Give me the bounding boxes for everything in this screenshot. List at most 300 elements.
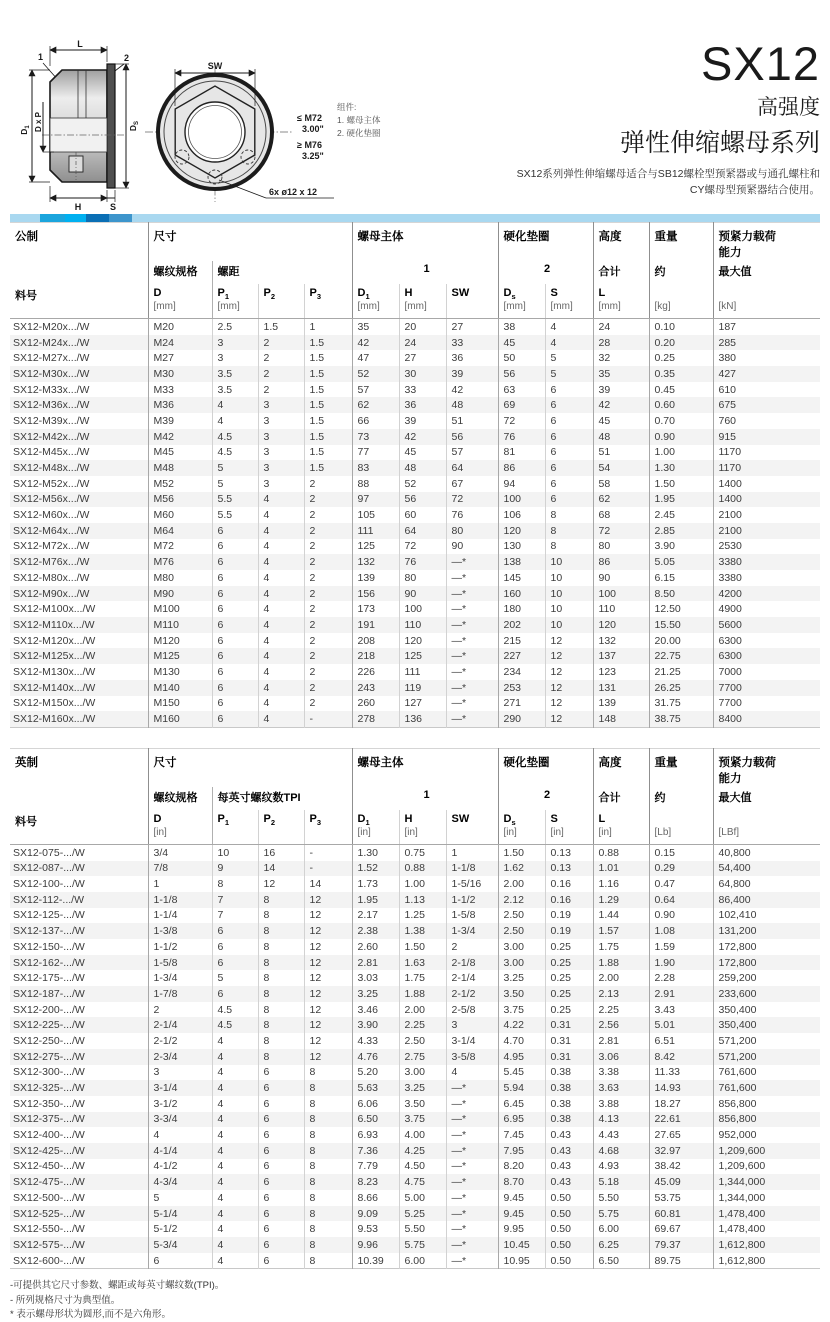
- cell: 4.22: [498, 1017, 545, 1033]
- cell: 72: [593, 523, 649, 539]
- cell: 1: [446, 844, 498, 860]
- cell: 10: [545, 554, 593, 570]
- cell: 127: [399, 696, 446, 712]
- cell: 1.5: [304, 397, 352, 413]
- cell: 0.64: [649, 892, 713, 908]
- table-row: [10, 986, 820, 1002]
- cell: —*: [446, 648, 498, 664]
- cell: 1.62: [498, 861, 545, 877]
- cell: 4: [212, 1127, 258, 1143]
- cell: 1-1/4: [148, 908, 212, 924]
- cell: 4.95: [498, 1049, 545, 1065]
- cell: 6: [212, 680, 258, 696]
- cell: 12: [258, 876, 304, 892]
- cell: 3380: [713, 554, 820, 570]
- cell: 16: [258, 844, 304, 860]
- description-line-1: SX12系列弹性伸缩螺母适合与SB12螺栓型预紧器或与通孔螺柱和: [516, 167, 820, 180]
- cell: 60: [399, 507, 446, 523]
- cell: 54: [593, 460, 649, 476]
- cell: M60: [148, 507, 212, 523]
- cell: 0.50: [545, 1190, 593, 1206]
- metric-group-nut-body: 螺母主体: [352, 223, 498, 262]
- cell: 4-1/2: [148, 1159, 212, 1175]
- cell: 6: [212, 633, 258, 649]
- cell: -: [304, 711, 352, 727]
- cell: 86: [498, 460, 545, 476]
- cell: 0.88: [593, 844, 649, 860]
- cell: 172,800: [713, 939, 820, 955]
- cell: M76: [148, 554, 212, 570]
- cell: 1,344,000: [713, 1174, 820, 1190]
- cell: 8: [304, 1253, 352, 1269]
- cell: 1170: [713, 445, 820, 461]
- cell: 156: [352, 586, 399, 602]
- metric-group-load: 预紧力载荷 能力: [713, 223, 820, 262]
- cell: 6.00: [593, 1221, 649, 1237]
- cell: SX12-M56x.../W: [13, 493, 90, 506]
- footnote-1: -可提供其它尺寸参数、螺距或每英寸螺纹数(TPI)。: [10, 1280, 225, 1292]
- dim-H-label: H: [74, 202, 82, 212]
- cell: 4: [212, 1190, 258, 1206]
- cell: 45: [498, 335, 545, 351]
- cell: 3.90: [649, 539, 713, 555]
- table-row: [10, 633, 820, 649]
- cell: SX12-125-.../W: [13, 909, 85, 922]
- cell: 54,400: [713, 861, 820, 877]
- metric-col-kN: [kN]: [713, 284, 820, 319]
- cell: 3/4: [148, 844, 212, 860]
- cell: 761,600: [713, 1080, 820, 1096]
- cell: 8: [304, 1112, 352, 1128]
- cell: 260: [352, 696, 399, 712]
- imperial-sub-max: 最大值: [713, 787, 820, 810]
- cell: 1.50: [649, 476, 713, 492]
- cell: —*: [446, 680, 498, 696]
- cell: 1,209,600: [713, 1143, 820, 1159]
- cell: —*: [446, 664, 498, 680]
- cell: 208: [352, 633, 399, 649]
- cell: 64,800: [713, 876, 820, 892]
- cell: SX12-M120x.../W: [13, 634, 96, 647]
- cell: —*: [446, 554, 498, 570]
- cell: 1,209,600: [713, 1159, 820, 1175]
- table-row: [10, 908, 820, 924]
- cell: 5: [545, 350, 593, 366]
- cell: SX12-150-.../W: [13, 940, 85, 953]
- cell: 2-1/4: [148, 1017, 212, 1033]
- cell: 4: [212, 1174, 258, 1190]
- cell: 6: [258, 1143, 304, 1159]
- metric-col-kg: [kg]: [649, 284, 713, 319]
- metric-region-label: 公制: [15, 231, 38, 243]
- cell: 2.60: [352, 939, 399, 955]
- cell: 12: [545, 633, 593, 649]
- cell: 1.16: [593, 876, 649, 892]
- cell: 0.31: [545, 1033, 593, 1049]
- imperial-col-lb: [Lb]: [649, 810, 713, 845]
- cell: 8: [258, 892, 304, 908]
- cell: 3.50: [399, 1096, 446, 1112]
- footnotes: [10, 1279, 820, 1322]
- cell: 3.43: [649, 1002, 713, 1018]
- cell: 51: [446, 413, 498, 429]
- cell: 1.88: [593, 955, 649, 971]
- cell: 1.63: [399, 955, 446, 971]
- cell: 2.81: [593, 1033, 649, 1049]
- cell: 102,410: [713, 908, 820, 924]
- cell: 0.43: [545, 1159, 593, 1175]
- cell: 80: [446, 523, 498, 539]
- cell: 2.28: [649, 970, 713, 986]
- cell: 21.25: [649, 664, 713, 680]
- cell: 2.00: [399, 1002, 446, 1018]
- table-row: [10, 335, 820, 351]
- cell: 3.25: [399, 1080, 446, 1096]
- cell: 36: [446, 350, 498, 366]
- cell: 26.25: [649, 680, 713, 696]
- cell: 2: [304, 633, 352, 649]
- cell: 6: [545, 476, 593, 492]
- cell: 3.63: [593, 1080, 649, 1096]
- cell: 1.5: [304, 350, 352, 366]
- imperial-group-washer: 硬化垫圈: [498, 748, 593, 787]
- cell: 4.93: [593, 1159, 649, 1175]
- cell: 12: [304, 1049, 352, 1065]
- cell: 187: [713, 319, 820, 335]
- cell: 132: [352, 554, 399, 570]
- imperial-group-weight: 重量: [649, 748, 713, 787]
- cell: 0.47: [649, 876, 713, 892]
- cell: 48: [446, 397, 498, 413]
- cell: 125: [399, 648, 446, 664]
- cell: SX12-162-.../W: [13, 956, 85, 969]
- page-title: SX12: [701, 37, 820, 90]
- cell: 2: [304, 523, 352, 539]
- cell: 45: [399, 445, 446, 461]
- cell: 58: [593, 476, 649, 492]
- cell: 6.93: [352, 1127, 399, 1143]
- cell: 0.90: [649, 429, 713, 445]
- cell: 62: [352, 397, 399, 413]
- cell: 125: [352, 539, 399, 555]
- metric-group-height: 高度: [593, 223, 649, 262]
- cell: —*: [446, 1112, 498, 1128]
- cell: 22.61: [649, 1112, 713, 1128]
- cell: SX12-M125x.../W: [13, 650, 96, 663]
- nut-cross-section-diagram: [14, 40, 144, 217]
- cell: 139: [593, 696, 649, 712]
- cell: 4.00: [399, 1127, 446, 1143]
- cell: 12: [304, 923, 352, 939]
- cell: 0.10: [649, 319, 713, 335]
- cell: 5600: [713, 617, 820, 633]
- cell: 3380: [713, 570, 820, 586]
- cell: SX12-M39x.../W: [13, 414, 90, 427]
- cell: SX12-400-.../W: [13, 1129, 85, 1142]
- cell: SX12-575-.../W: [13, 1238, 85, 1251]
- cell: 4: [212, 1253, 258, 1269]
- cell: SX12-M30x.../W: [13, 367, 90, 380]
- cell: 64: [399, 523, 446, 539]
- cell: 10.39: [352, 1253, 399, 1269]
- component-legend: [337, 101, 380, 141]
- cell: 1400: [713, 476, 820, 492]
- cell: 7.36: [352, 1143, 399, 1159]
- cell: 72: [446, 492, 498, 508]
- metric-group-size: 尺寸: [148, 223, 352, 262]
- cell: 131: [593, 680, 649, 696]
- table-row: [10, 570, 820, 586]
- cell: M36: [148, 397, 212, 413]
- cell: 42: [593, 397, 649, 413]
- cell: 28: [593, 335, 649, 351]
- cell: 12: [545, 696, 593, 712]
- cell: 14: [258, 861, 304, 877]
- cell: 0.90: [649, 908, 713, 924]
- table-row: [10, 617, 820, 633]
- cell: 0.50: [545, 1237, 593, 1253]
- table-row: [10, 696, 820, 712]
- table-row: [10, 680, 820, 696]
- cell: 5.01: [649, 1017, 713, 1033]
- cell: SX12-375-.../W: [13, 1113, 85, 1126]
- cell: 10: [545, 570, 593, 586]
- cell: 42: [352, 335, 399, 351]
- cell: M120: [148, 633, 212, 649]
- cell: 94: [498, 476, 545, 492]
- cell: 571,200: [713, 1049, 820, 1065]
- cell: 8: [304, 1190, 352, 1206]
- table-row: [10, 648, 820, 664]
- cell: 8: [304, 1174, 352, 1190]
- cell: 9.45: [498, 1206, 545, 1222]
- cell: 1.13: [399, 892, 446, 908]
- cell: 35: [593, 366, 649, 382]
- cell: 6300: [713, 648, 820, 664]
- cell: 952,000: [713, 1127, 820, 1143]
- cell: 10: [545, 601, 593, 617]
- dim-S-label: S: [109, 202, 117, 212]
- cell: 234: [498, 664, 545, 680]
- table-row: [10, 523, 820, 539]
- cell: 8.20: [498, 1159, 545, 1175]
- cell: SX12-M72x.../W: [13, 540, 90, 553]
- dim-DS-label: $D_S$: [128, 120, 140, 132]
- cell: M100: [148, 601, 212, 617]
- metric-col-P2: $P_2$: [258, 284, 304, 319]
- cell: 4.5: [212, 1017, 258, 1033]
- imperial-table: [10, 748, 820, 1270]
- cell: 7700: [713, 696, 820, 712]
- cell: 6: [212, 586, 258, 602]
- cell: 761,600: [713, 1065, 820, 1081]
- cell: 3.25: [498, 970, 545, 986]
- cell: 120: [498, 523, 545, 539]
- cell: 3.38: [593, 1065, 649, 1081]
- cell: 4: [446, 1065, 498, 1081]
- table-row: [10, 1190, 820, 1206]
- cell: 7: [212, 908, 258, 924]
- cell: 1.08: [649, 923, 713, 939]
- cell: M52: [148, 476, 212, 492]
- cell: 60.81: [649, 1206, 713, 1222]
- cell: 6: [258, 1253, 304, 1269]
- cell: 4: [212, 1080, 258, 1096]
- cell: 31.75: [649, 696, 713, 712]
- table-row: [10, 861, 820, 877]
- cell: 6.00: [399, 1253, 446, 1269]
- cell: 3: [148, 1065, 212, 1081]
- cell: 4: [212, 413, 258, 429]
- cell: 52: [399, 476, 446, 492]
- cell: 1400: [713, 492, 820, 508]
- cell: 1.30: [649, 460, 713, 476]
- cell: 1-7/8: [148, 986, 212, 1002]
- cell: 6: [258, 1174, 304, 1190]
- cell: 0.29: [649, 861, 713, 877]
- cell: SX12-M24x.../W: [13, 336, 90, 349]
- cell: 6: [545, 413, 593, 429]
- table-row: [10, 1159, 820, 1175]
- cell: 6.95: [498, 1112, 545, 1128]
- cell: SX12-100-.../W: [13, 878, 85, 891]
- cell: 3-1/4: [148, 1080, 212, 1096]
- holes-callout-label: 6x ø12 x 12: [269, 187, 318, 197]
- cell: 6: [212, 617, 258, 633]
- cell: 12.50: [649, 601, 713, 617]
- cell: 0.25: [649, 350, 713, 366]
- cell: 218: [352, 648, 399, 664]
- cell: 3-1/4: [446, 1033, 498, 1049]
- table-row: [10, 711, 820, 727]
- cell: 5.25: [399, 1206, 446, 1222]
- cell: 3.00: [498, 939, 545, 955]
- metric-sub-thread-spec: 螺纹规格: [148, 261, 212, 284]
- cell: SX12-200-.../W: [13, 1003, 85, 1016]
- metric-group-weight: 重量: [649, 223, 713, 262]
- cell: 72: [498, 413, 545, 429]
- cell: SX12-M48x.../W: [13, 462, 90, 475]
- imperial-col-lbf: [LBf]: [713, 810, 820, 845]
- cell: 10.95: [498, 1253, 545, 1269]
- cell: 50: [498, 350, 545, 366]
- cell: 1-1/2: [148, 939, 212, 955]
- cell: 6: [545, 382, 593, 398]
- page-subtitle-strength: 高强度: [757, 95, 820, 119]
- cell: 6: [212, 939, 258, 955]
- cell: 0.43: [545, 1127, 593, 1143]
- cell: 2.50: [399, 1033, 446, 1049]
- cell: 72: [399, 539, 446, 555]
- cell: 15.50: [649, 617, 713, 633]
- cell: 8: [304, 1065, 352, 1081]
- cell: 4: [258, 696, 304, 712]
- cell: 6: [258, 1159, 304, 1175]
- metric-group-washer: 硬化垫圈: [498, 223, 593, 262]
- cell: —*: [446, 711, 498, 727]
- cell: 97: [352, 492, 399, 508]
- cell: 3: [258, 476, 304, 492]
- table-row: [10, 413, 820, 429]
- cell: 675: [713, 397, 820, 413]
- cell: SX12-300-.../W: [13, 1066, 85, 1079]
- cell: —*: [446, 1127, 498, 1143]
- cell: SX12-112-.../W: [13, 893, 84, 906]
- cell: 1.59: [649, 939, 713, 955]
- cell: 2.13: [593, 986, 649, 1002]
- cell: 1.52: [352, 861, 399, 877]
- cell: 53.75: [649, 1190, 713, 1206]
- cell: 119: [399, 680, 446, 696]
- cell: 1.88: [399, 986, 446, 1002]
- table-row: [10, 1096, 820, 1112]
- cell: 90: [399, 586, 446, 602]
- table-row: [10, 664, 820, 680]
- metric-col-P3: $P_3$: [304, 284, 352, 319]
- cell: 6.06: [352, 1096, 399, 1112]
- cell: 571,200: [713, 1033, 820, 1049]
- nut-front-view-diagram: [140, 40, 340, 217]
- cell: 2: [304, 648, 352, 664]
- cell: 20.00: [649, 633, 713, 649]
- imperial-col-P2: $P_2$: [258, 810, 304, 845]
- metric-col-P1: $P_1$ [mm]: [212, 284, 258, 319]
- cell: 253: [498, 680, 545, 696]
- cell: 1-5/16: [446, 876, 498, 892]
- cell: 8: [258, 1002, 304, 1018]
- cell: 10: [545, 617, 593, 633]
- table-row: [10, 1065, 820, 1081]
- cell: 1.29: [593, 892, 649, 908]
- cell: 2-1/8: [446, 955, 498, 971]
- cell: 1,344,000: [713, 1190, 820, 1206]
- cell: 8: [258, 908, 304, 924]
- cell: 6: [258, 1190, 304, 1206]
- cell: 5.50: [399, 1221, 446, 1237]
- cell: 14.93: [649, 1080, 713, 1096]
- cell: 3: [258, 397, 304, 413]
- cell: 6: [212, 986, 258, 1002]
- cell: 0.25: [545, 970, 593, 986]
- cell: 5.18: [593, 1174, 649, 1190]
- cell: —*: [446, 1096, 498, 1112]
- cell: 1,478,400: [713, 1221, 820, 1237]
- cell: 1-1/8: [446, 861, 498, 877]
- cell: 0.50: [545, 1221, 593, 1237]
- cell: 1.5: [304, 445, 352, 461]
- cell: 76: [446, 507, 498, 523]
- imperial-table-body: [10, 844, 820, 1269]
- cell: 3: [212, 350, 258, 366]
- table-row: [10, 507, 820, 523]
- cell: 8: [304, 1206, 352, 1222]
- cell: SX12-M52x.../W: [13, 477, 90, 490]
- cell: 0.35: [649, 366, 713, 382]
- cell: 5.45: [498, 1065, 545, 1081]
- cell: 6.50: [593, 1253, 649, 1269]
- cell: M80: [148, 570, 212, 586]
- table-row: [10, 844, 820, 860]
- legend-item-nut-body: 1. 螺母主体: [337, 115, 381, 126]
- cell: 12: [304, 1017, 352, 1033]
- table-row: [10, 1206, 820, 1222]
- cell: 6: [212, 696, 258, 712]
- cell: 1-5/8: [446, 908, 498, 924]
- imperial-group-load: 预紧力载荷 能力: [713, 748, 820, 787]
- cell: 47: [352, 350, 399, 366]
- cell: 7: [212, 892, 258, 908]
- cell: 42: [446, 382, 498, 398]
